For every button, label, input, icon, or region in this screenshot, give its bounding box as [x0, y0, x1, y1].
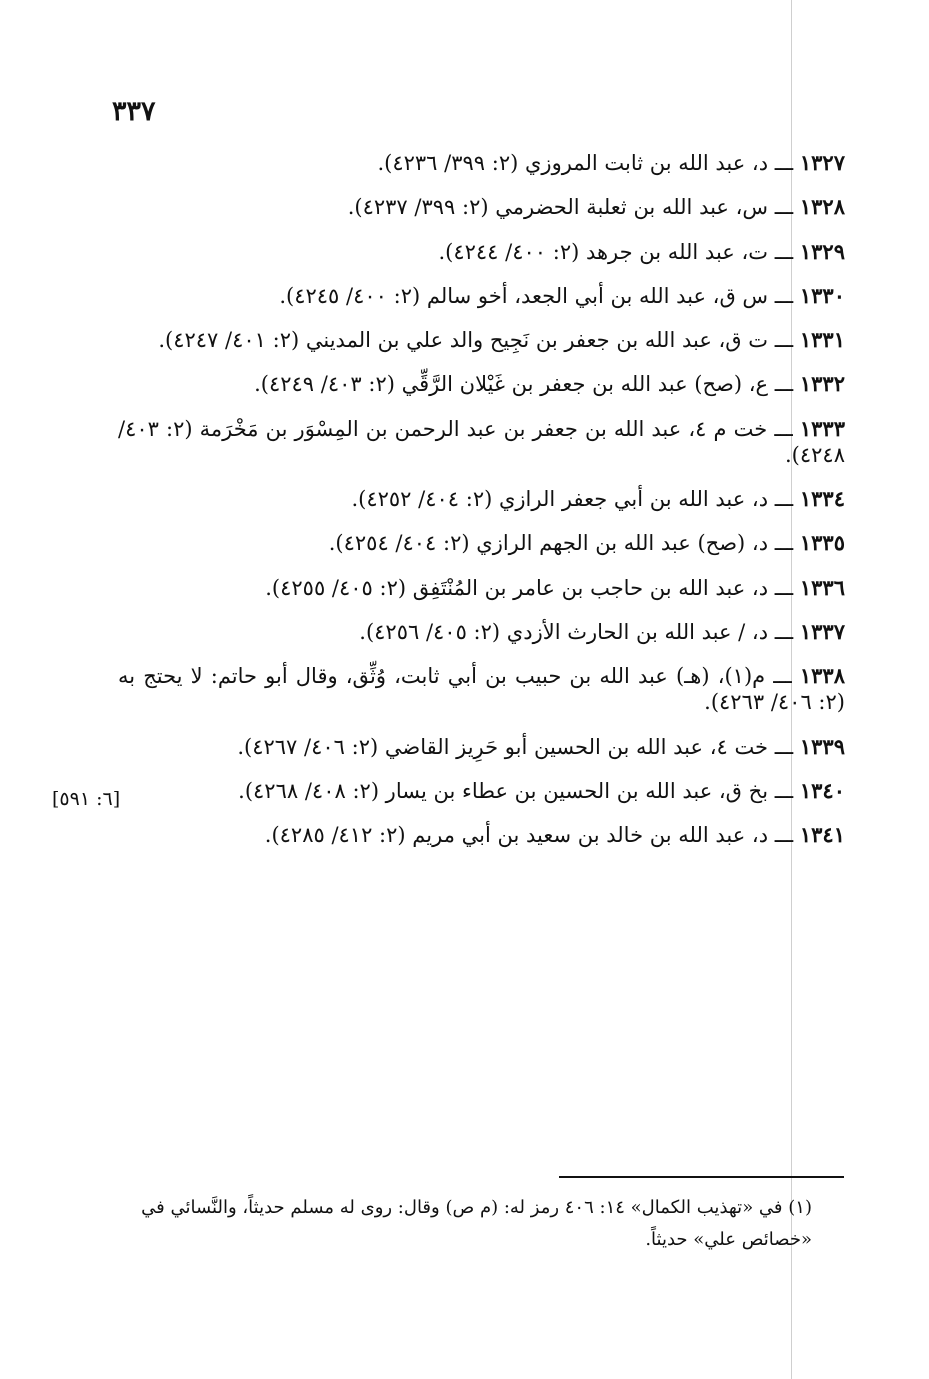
entry-text: ـــ د، (صح) عبد الله بن الجهم الرازي (٢: ٤٠٤/ ٤٢٥٤).: [328, 531, 794, 556]
list-item: [118, 327, 845, 353]
entry-number: ١٣٣٠: [799, 282, 845, 308]
footnote-divider: [559, 1176, 844, 1178]
list-item: [118, 150, 845, 176]
entry-text: ـــ د، عبد الله بن أبي جعفر الرازي (٢: ٤٠٤/ ٤٢٥٢).: [351, 487, 794, 511]
margin-reference: [٦: ٥٩١]: [52, 788, 121, 810]
entry-text: ـــ د، عبد الله بن حاجب بن عامر بن المُنْتَفِق (٢: ٤٠٥/ ٤٢٥٥).: [265, 575, 794, 600]
entry-number: ١٣٢٩: [799, 238, 845, 264]
entry-number: ١٣٣٤: [799, 486, 845, 511]
list-item: [118, 486, 845, 512]
entry-text: ـــ س، عبد الله بن ثعلبة الحضرمي (٢: ٣٩٩/ ٤٢٣٧).: [347, 195, 794, 220]
list-item: [118, 530, 845, 556]
entry-text: ـــ د، عبد الله بن ثابت المروزي (٢: ٣٩٩/ ٤٢٣٦).: [377, 151, 794, 175]
entry-number: ١٣٣٧: [799, 618, 845, 644]
list-item: [118, 734, 845, 760]
list-item: [118, 575, 845, 601]
entry-number: ١٣٣١: [799, 327, 845, 352]
entry-number: ١٣٣٥: [799, 530, 845, 556]
entry-number: ١٣٢٨: [799, 194, 845, 220]
entry-text: ـــ بخ ق، عبد الله بن الحسين بن عطاء بن يسار (٢: ٤٠٨/ ٤٢٦٨).: [238, 778, 794, 803]
entry-text: ـــ خت م ٤، عبد الله بن جعفر بن عبد الرحمن بن المِسْوَر بن مَخْرَمة (٢: ٤٠٣/ ٤٢٤٨).: [118, 416, 845, 467]
entry-text: ـــ ت، عبد الله بن جرهد (٢: ٤٠٠/ ٤٢٤٤).: [438, 239, 794, 264]
entry-text: ـــ خت ٤، عبد الله بن الحسين أبو حَرِيز القاضي (٢: ٤٠٦/ ٤٢٦٧).: [237, 734, 794, 759]
entry-text: ـــ م(١)، (هـ) عبد الله بن حبيب بن أبي ثابت، وُثِّق، وقال أبو حاتم: لا يحتج به (٢: ٤٠٦/ ٤٢٦٣).: [118, 664, 845, 715]
entry-text: ـــ ت ق، عبد الله بن جعفر بن نَجِيح والد علي بن المديني (٢: ٤٠١/ ٤٢٤٧).: [158, 328, 794, 352]
entry-number: ١٣٤٠: [799, 777, 845, 803]
list-item: [118, 194, 845, 220]
entry-number: ١٣٣٣: [799, 415, 845, 441]
entry-text: ـــ ع، (صح) عبد الله بن جعفر بن غَيْلان الرَّقِّي (٢: ٤٠٣/ ٤٢٤٩).: [254, 372, 794, 397]
entry-number: ١٣٣٢: [799, 371, 845, 397]
list-item: [118, 663, 845, 716]
list-item: [118, 416, 845, 469]
page-number: ٣٣٧: [112, 96, 156, 127]
entry-list: [118, 150, 845, 866]
list-item: [118, 778, 845, 804]
entry-text: ـــ د، عبد الله بن خالد بن سعيد بن أبي مريم (٢: ٤١٢/ ٤٢٨٥).: [264, 823, 794, 847]
entry-number: ١٣٣٩: [799, 733, 845, 759]
entry-number: ١٣٣٨: [799, 663, 845, 688]
entry-text: ـــ س ق، عبد الله بن أبي الجعد، أخو سالم (٢: ٤٠٠/ ٤٢٤٥).: [279, 283, 794, 308]
footnote: (١) في «تهذيب الكمال» ١٤: ٤٠٦ رمز له: (م ص) وقال: روى له مسلم حديثاً، والنَّسائي في «خصائص علي» حديثاً.: [141, 1197, 812, 1250]
list-item: [118, 619, 845, 645]
list-item: [118, 822, 845, 848]
list-item: [118, 283, 845, 309]
list-item: [118, 239, 845, 265]
entry-number: ١٣٢٧: [799, 150, 845, 175]
entry-number: ١٣٣٦: [799, 574, 845, 600]
list-item: [118, 371, 845, 397]
entry-number: ١٣٤١: [799, 822, 845, 847]
entry-text: ـــ د، / عبد الله بن الحارث الأزدي (٢: ٤٠٥/ ٤٢٥٦).: [359, 619, 794, 644]
